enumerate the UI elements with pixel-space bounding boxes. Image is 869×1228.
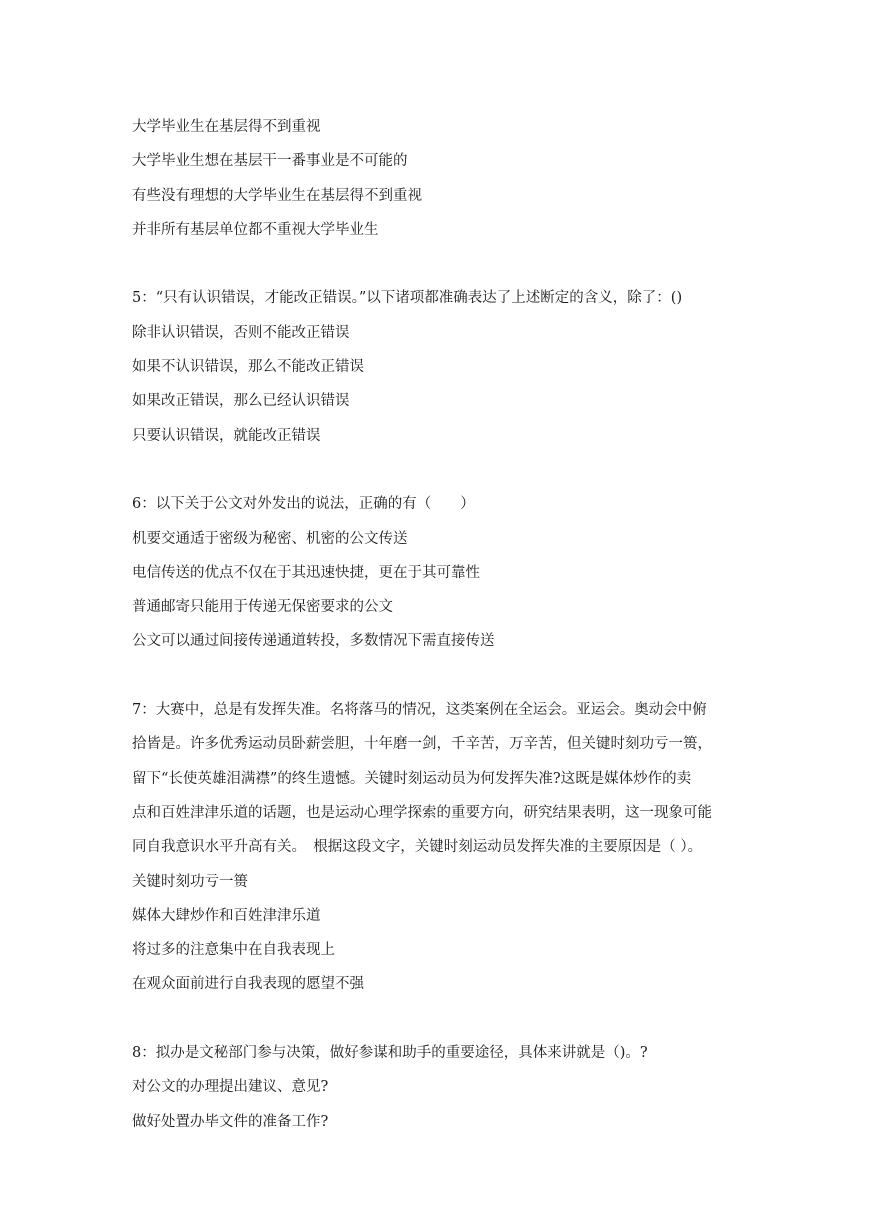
- option-a: 大学毕业生在基层得不到重视: [132, 119, 321, 135]
- option-b: 做好处置办毕文件的准备工作?: [132, 1113, 329, 1130]
- spacer: [132, 453, 749, 487]
- spacer: [132, 247, 749, 281]
- option-b: 如果不认识错误，那么不能改正错误: [132, 359, 364, 376]
- question-stem-line-2: 拾皆是。许多优秀运动员卧薪尝胆，十年磨一剑，千辛苦，万辛苦，但关键时刻功亏一篑，: [132, 736, 712, 753]
- question-8: [132, 1036, 749, 1139]
- option-d: 只要认识错误，就能改正错误: [132, 427, 321, 444]
- option-c: 将过多的注意集中在自我表现上: [132, 942, 335, 959]
- option-a: 机要交通适于密级为秘密、机密的公文传送: [132, 530, 408, 547]
- question-stem-line-1: 7：大赛中，总是有发挥失准。名将落马的情况，这类案例在全运会。亚运会。奥动会中俯: [132, 702, 707, 719]
- option-a: 对公文的办理提出建议、意见?: [132, 1079, 329, 1096]
- option-b: 电信传送的优点不仅在于其迅速快捷，更在于其可靠性: [132, 564, 480, 581]
- option-d: 公文可以通过间接传递通道转投，多数情况下需直接传送: [132, 633, 495, 650]
- option-b: 媒体大肆炒作和百姓津津乐道: [132, 907, 321, 924]
- option-d: 在观众面前进行自我表现的愿望不强: [132, 976, 364, 993]
- question-stem: 5：“只有认识错误，才能改正错误。”以下诸项都准确表达了上述断定的含义，除了：(): [132, 290, 683, 307]
- question-5: [132, 281, 749, 452]
- question-6: [132, 487, 749, 658]
- option-c: 如果改正错误，那么已经认识错误: [132, 393, 350, 410]
- question-4-options: [132, 110, 749, 247]
- question-stem-line-3: 留下“长使英雄泪满襟”的终生遗憾。关键时刻运动员为何发挥失准?这既是媒体炒作的卖: [132, 770, 692, 787]
- spacer: [132, 659, 749, 693]
- question-stem: 8：拟办是文秘部门参与决策，做好参谋和助手的重要途径，具体来讲就是（)。?: [132, 1045, 648, 1062]
- option-c: 普通邮寄只能用于传递无保密要求的公文: [132, 599, 393, 616]
- option-c: 有些没有理想的大学毕业生在基层得不到重视: [132, 187, 422, 204]
- option-a: 关键时刻功亏一篑: [132, 873, 248, 890]
- question-7: [132, 693, 749, 1002]
- option-a: 除非认识错误，否则不能改正错误: [132, 324, 350, 341]
- option-d: 并非所有基层单位都不重视大学毕业生: [132, 221, 379, 238]
- question-stem-line-5: 同自我意识水平升高有关。 根据这段文字，关键时刻运动员发挥失准的主要原因是（ ）。: [132, 839, 703, 856]
- question-stem: 6：以下关于公文对外发出的说法，正确的有（ ）: [132, 496, 475, 513]
- option-b: 大学毕业生想在基层干一番事业是不可能的: [132, 153, 408, 170]
- question-stem-line-4: 点和百姓津津乐道的话题，也是运动心理学探索的重要方向，研究结果表明，这一现象可能: [132, 804, 712, 821]
- spacer: [132, 1002, 749, 1036]
